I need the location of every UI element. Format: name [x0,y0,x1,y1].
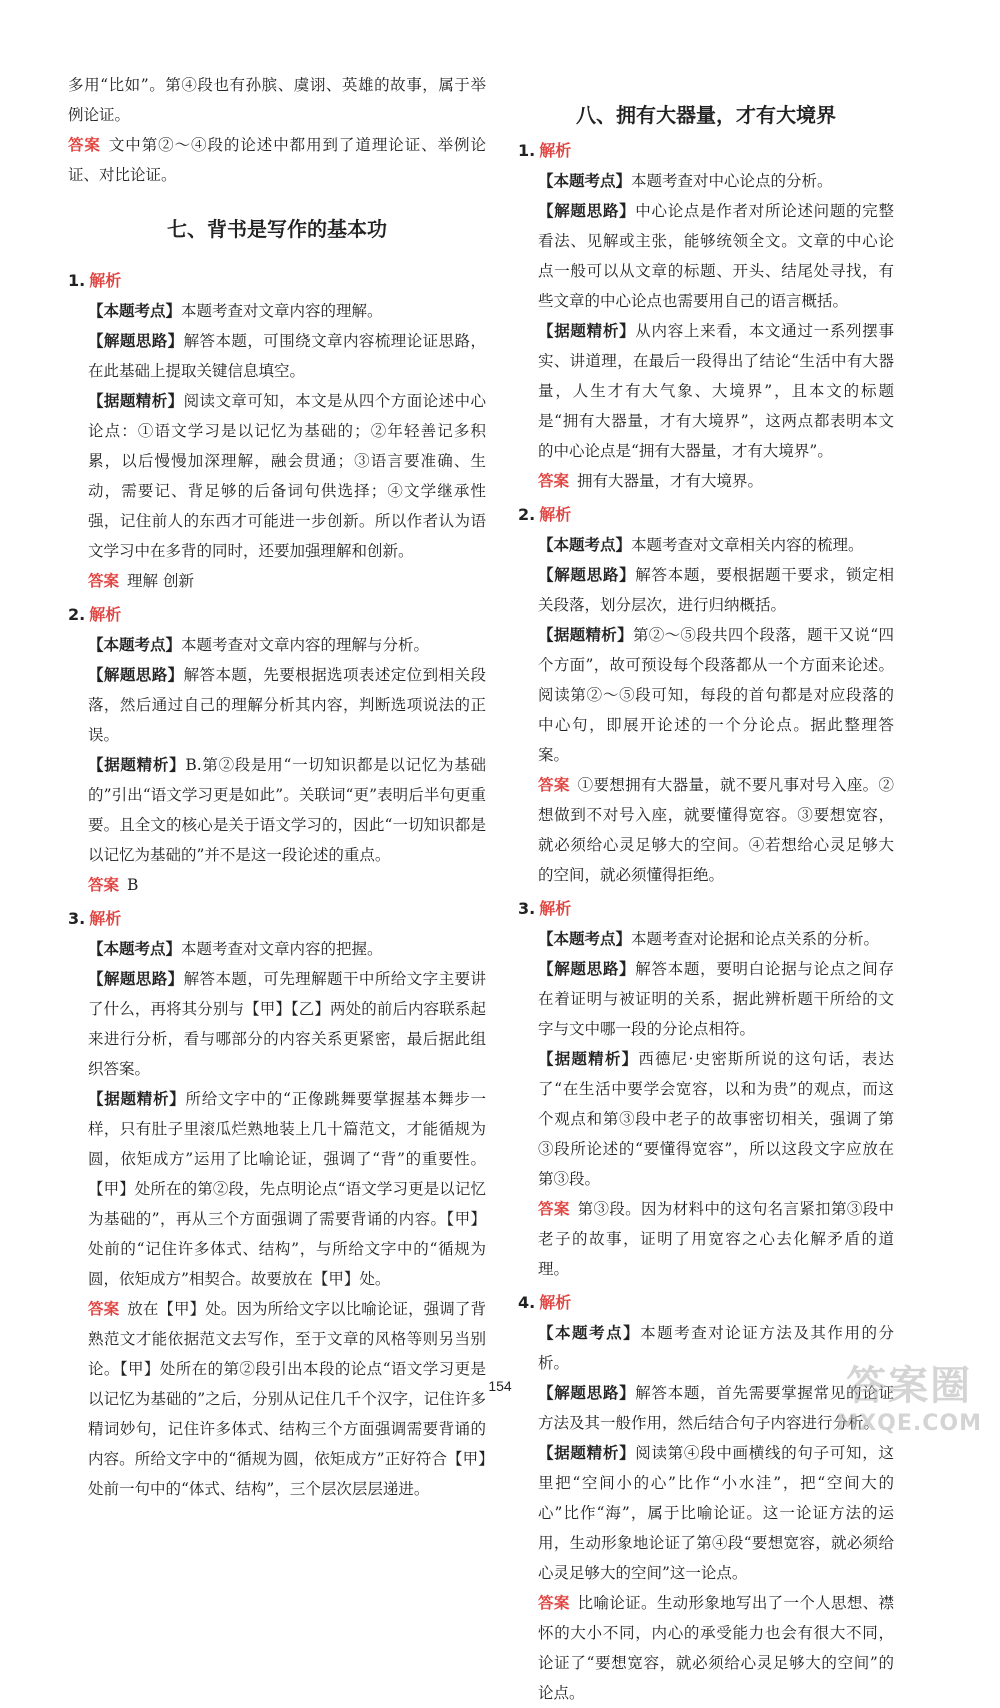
answer-label: 答案 [68,136,101,154]
analysis-label: 解析 [89,605,122,624]
answer-label: 答案 [88,1300,120,1318]
kaodian-label: 【本题考点】 [88,635,182,654]
question-block: 2. 解析 【本题考点】本题考查对文章相关内容的梳理。 【解题思路】解答本题，要根据题干要求，锁定相关段落，划分层次，进行归纳概括。 【据题精析】第②～⑤段共四个段落，题干又说“四个方面”，故可预设每个段落都从一个方面来论述。阅读第②～⑤段可知，每段的首句都是对应段落的中心句，即展开论述的一个分论点。据此整理答案。 答案 ①要想拥有大器量，就不要凡事对号入座。②想做到不对号入座，就要懂得宽容。③要想宽容，就必须给心灵足够大的空间。④若想给心灵足够大的空间，就必须懂得拒绝。 [518,505,894,884]
left-column [68,70,486,1504]
question-block: 4. 解析 【本题考点】本题考查对论证方法及其作用的分析。 【解题思路】解答本题，首先需要掌握常见的论证方法及其一般作用，然后结合句子内容进行分析。 【据题精析】阅读第④段中画横线的句子可知，这里把“空间小的心”比作“小水洼”，把“空间大的心”比作“海”，属于比喻论证。这一论证方法的运用，生动形象地论证了第④段“要想宽容，就必须给心灵足够大的空间”这一论点。 答案 比喻论证。生动形象地写出了一个人思想、襟怀的大小不同，内心的承受能力也会有很大不同，论证了“要想宽容，就必须给心灵足够大的空间”的论点。 [518,1293,894,1702]
answer-label: 答案 [538,776,570,794]
jingxi-label: 【据题精析】 [538,625,633,644]
section-title-7: 七、背书是写作的基本功 [167,217,387,241]
silu-label: 【解题思路】 [538,565,636,584]
question-number: 4. [518,1293,536,1312]
question-number: 3. [68,909,86,928]
answer-label: 答案 [538,1594,570,1612]
silu-label: 【解题思路】 [538,1383,636,1402]
answer-label: 答案 [538,472,570,490]
question-block: 1. 解析 【本题考点】本题考查对文章内容的理解。 【解题思路】解答本题，可围绕文章内容梳理论证思路，在此基础上提取关键信息填空。 【据题精析】阅读文章可知，本文是从四个方面论述中心论点：①语文学习是以记忆为基础的；②年轻善记多积累，以后慢慢加深理解，融会贯通；③语言要准确、生动，需要记、背足够的后备词句供选择；④文学继承性强，记住前人的东西才可能进一步创新。所以作者认为语文学习中在多背的同时，还要加强理解和创新。 答案 理解 创新 [68,271,486,590]
analysis-label: 解析 [539,899,572,918]
silu-label: 【解题思路】 [88,969,184,988]
question-number: 1. [68,271,86,290]
watermark-logo [836,1354,982,1436]
answer-text: 比喻论证。生动形象地写出了一个人思想、襟怀的大小不同，内心的承受能力也会有很大不同，论证了“要想宽容，就必须给心灵足够大的空间”的论点。 [538,1594,894,1702]
analysis-label: 解析 [539,505,572,524]
kaodian-label: 【本题考点】 [88,939,182,958]
question-block: 3. 解析 【本题考点】本题考查对文章内容的把握。 【解题思路】解答本题，可先理解题干中所给文字主要讲了什么，再将其分别与【甲】【乙】两处的前后内容联系起来进行分析，看与哪部分的内容关系更紧密，最后据此组织答案。 【据题精析】所给文字中的“正像跳舞要掌握基本舞步一样，只有肚子里滚瓜烂熟地装上几十篇范文，才能循规为圆，依矩成方”运用了比喻论证，强调了“背”的重要性。【甲】处所在的第②段，先点明论点“语文学习更是以记忆为基础的”，再从三个方面强调了需要背诵的内容。【甲】处前的“记住许多体式、结构”，与所给文字中的“循规为圆，依矩成方”相契合。故要放在【甲】处。 答案 放在【甲】处。因为所给文字以比喻论证，强调了背熟范文才能依据范文去写作，至于文章的风格等则另当别论。【甲】处所在的第②段引出本段的论点“语文学习更是以记忆为基础的”之后，分别从记住几千个汉字，记住许多精词妙句，记住许多体式、结构三个方面强调需要背诵的内容。所给文字中的“循规为圆，依矩成方”正好符合【甲】处前一句中的“体式、结构”，三个层次层层递进。 [68,909,486,1498]
jingxi-label: 【据题精析】 [88,1089,186,1108]
left-top-answer: 答案 文中第②～④段的论述中都用到了道理论证、举例论证、对比论证。 [68,136,486,184]
answer-label: 答案 [538,1200,570,1218]
silu-label: 【解题思路】 [88,331,184,350]
question-block: 2. 解析 【本题考点】本题考查对文章内容的理解与分析。 【解题思路】解答本题，先要根据选项表述定位到相关段落，然后通过自己的理解分析其内容，判断选项说法的正误。 【据题精析】B.第②段是用“一切知识都是以记忆为基础的”引出“语文学习更是如此”。关联词“更”表明后半句更重要。且全文的核心是关于语文学习的，因此“一切知识都是以记忆为基础的”并不是这一段论述的重点。 答案 B [68,605,486,894]
section-title-8: 八、拥有大器量，才有大境界 [576,103,836,127]
kaodian-label: 【本题考点】 [88,301,182,320]
answer-label: 答案 [88,876,120,894]
answer-text: 理解 创新 [127,572,194,590]
question-number: 1. [518,141,536,160]
analysis-label: 解析 [89,271,122,290]
jingxi-label: 【据题精析】 [88,391,184,410]
question-block: 1. 解析 【本题考点】本题考查对中心论点的分析。 【解题思路】中心论点是作者对所论述问题的完整看法、见解或主张，能够统领全文。文章的中心论点一般可以从文章的标题、开头、结尾处寻找，有些文章的中心论点也需要用自己的语言概括。 【据题精析】从内容上来看，本文通过一系列摆事实、讲道理，在最后一段得出了结论“生活中有大器量，人生才有大气象、大境界”，且本文的标题是“拥有大器量，才有大境界”，这两点都表明本文的中心论点是“拥有大器量，才有大境界”。 答案 拥有大器量，才有大境界。 [518,141,894,490]
answer-text: ①要想拥有大器量，就不要凡事对号入座。②想做到不对号入座，就要懂得宽容。③要想宽容，就必须给心灵足够大的空间。④若想给心灵足够大的空间，就必须懂得拒绝。 [538,776,894,884]
silu-label: 【解题思路】 [538,201,636,220]
kaodian-label: 【本题考点】 [538,535,632,554]
jingxi-label: 【据题精析】 [88,755,186,774]
question-number: 2. [518,505,536,524]
analysis-label: 解析 [539,141,572,160]
kaodian-label: 【本题考点】 [538,1323,641,1342]
watermark-text: 答案圈 [846,1363,973,1409]
silu-label: 【解题思路】 [88,665,184,684]
answer-text: 第③段。因为材料中的这句名言紧扣第③段中老子的故事，证明了用宽容之心去化解矛盾的道理。 [538,1200,894,1278]
watermark-url: MXQE.COM [836,1411,982,1436]
right-column [518,100,894,1708]
page-number: 154 [488,1378,512,1394]
question-block: 3. 解析 【本题考点】本题考查对论据和论点关系的分析。 【解题思路】解答本题，要明白论据与论点之间存在着证明与被证明的关系，据此辨析题干所给的文字与文中哪一段的分论点相符。 【据题精析】西德尼·史密斯所说的这句话，表达了“在生活中要学会宽容，以和为贵”的观点，而这个观点和第③段中老子的故事密切相关，强调了第③段所论述的“要懂得宽容”，所以这段文字应放在第③段。 答案 第③段。因为材料中的这句名言紧扣第③段中老子的故事，证明了用宽容之心去化解矛盾的道理。 [518,899,894,1278]
jingxi-label: 【据题精析】 [538,1049,639,1068]
jingxi-label: 【据题精析】 [538,321,636,340]
analysis-label: 解析 [539,1293,572,1312]
jingxi-label: 【据题精析】 [538,1443,636,1462]
silu-label: 【解题思路】 [538,959,636,978]
question-number: 3. [518,899,536,918]
answer-text: 放在【甲】处。因为所给文字以比喻论证，强调了背熟范文才能依据范文去写作，至于文章的风格等则另当别论。【甲】处所在的第②段引出本段的论点“语文学习更是以记忆为基础的”之后，分别从记住几千个汉字，记住许多精词妙句，记住许多体式、结构三个方面强调需要背诵的内容。所给文字中的“循规为圆，依矩成方”正好符合【甲】处前一句中的“体式、结构”，三个层次层层递进。 [88,1300,486,1498]
answer-text: 拥有大器量，才有大境界。 [577,472,764,490]
kaodian-label: 【本题考点】 [538,929,632,948]
answer-text: B [127,876,139,894]
analysis-label: 解析 [89,909,122,928]
kaodian-label: 【本题考点】 [538,171,632,190]
left-top-text: 多用“比如”。第④段也有孙膑、虞诩、英雄的故事，属于举例论证。 [68,76,486,124]
answer-label: 答案 [88,572,120,590]
question-number: 2. [68,605,86,624]
